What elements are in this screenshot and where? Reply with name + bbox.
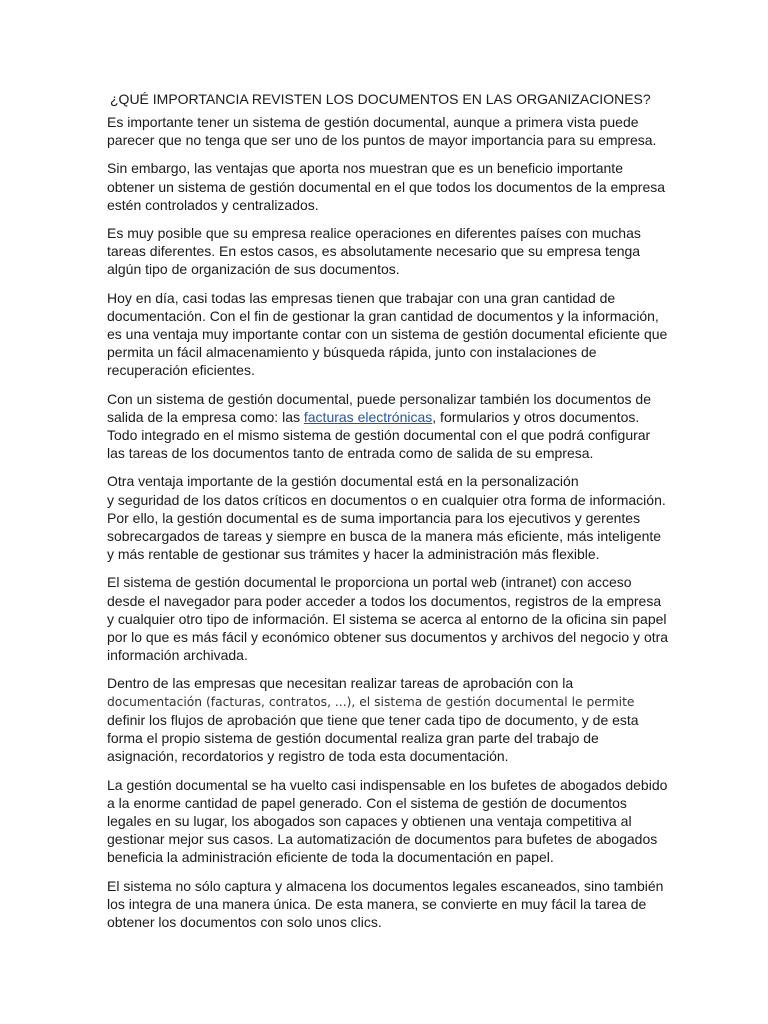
text-line: Dentro de las empresas que necesitan realizar tareas de aprobación con la xyxy=(107,675,574,692)
text-line: y seguridad de los datos críticos en documentos o en cualquier otra forma de información. xyxy=(107,491,666,508)
text-line: El sistema no sólo captura y almacena los documentos legales escaneados, sino también xyxy=(107,877,664,894)
text-line: por lo que es más fácil y económico obtener sus documentos y archivos del negocio y otra xyxy=(107,629,669,646)
text-line: Es muy posible que su empresa realice operaciones en diferentes países con muchas xyxy=(107,225,641,242)
text-line: El sistema de gestión documental le proporciona un portal web (intranet) con acceso xyxy=(107,574,632,591)
text-line: legales en su lugar, los abogados son capaces y obtienen una ventaja competitiva al xyxy=(107,812,632,829)
text-line: los integra de una manera única. De esta manera, se convierte en muy fácil la tarea de xyxy=(107,895,647,912)
paragraph-9 xyxy=(107,776,667,867)
document-title: ¿QUÉ IMPORTANCIA REVISTEN LOS DOCUMENTOS EN LAS ORGANIZACIONES? xyxy=(110,91,651,107)
text-line: permita un fácil almacenamiento y búsqueda rápida, junto con instalaciones de xyxy=(107,344,597,361)
paragraph-3 xyxy=(107,224,667,279)
text-segment: , formularios y otros documentos. xyxy=(432,408,640,425)
document-page xyxy=(107,90,667,941)
text-line: algún tipo de organización de sus documentos. xyxy=(107,261,400,278)
text-line: beneficia la administración eficiente de toda la documentación en papel. xyxy=(107,849,554,866)
paragraph-4 xyxy=(107,289,667,380)
text-line: Hoy en día, casi todas las empresas tienen que trabajar con una gran cantidad de xyxy=(107,289,616,306)
text-line: asignación, recordatorios y registro de toda esta documentación. xyxy=(107,748,509,765)
text-line: Es importante tener un sistema de gestión documental, aunque a primera vista puede xyxy=(107,114,639,130)
paragraph-5 xyxy=(107,390,667,463)
text-line: y cualquier otro tipo de información. El sistema se acerca al entorno de la oficina sin papel xyxy=(107,610,667,627)
text-line: definir los flujos de aprobación que tiene que tener cada tipo de documento, y de esta xyxy=(107,711,639,728)
text-segment: salida de la empresa como: las xyxy=(107,408,304,425)
text-line: Otra ventaja importante de la gestión documental está en la personalización xyxy=(107,473,579,490)
text-line: a la enorme cantidad de papel generado. Con el sistema de gestión de documentos xyxy=(107,794,627,811)
text-line: Sin embargo, las ventajas que aporta nos muestran que es un beneficio importante xyxy=(107,160,623,177)
paragraph-7 xyxy=(107,573,667,664)
text-line: estén controlados y centralizados. xyxy=(107,196,319,213)
text-line-with-link xyxy=(107,408,667,426)
text-line: y más rentable de gestionar sus trámites y hacer la administración más flexible. xyxy=(107,546,600,563)
text-line: sobrecargados de tareas y siempre en busca de la manera más eficiente, más inteligente xyxy=(107,528,662,545)
text-line: Con un sistema de gestión documental, puede personalizar también los documentos de xyxy=(107,390,651,407)
paragraph-8 xyxy=(107,674,667,765)
text-line: es una ventaja muy importante contar con un sistema de gestión documental eficiente que xyxy=(107,326,668,343)
text-line: información archivada. xyxy=(107,647,248,664)
text-line: obtener un sistema de gestión documental en el que todos los documentos de la empresa xyxy=(107,178,666,195)
paragraph-10 xyxy=(107,877,667,932)
paragraph-6 xyxy=(107,472,667,563)
text-line: gestionar mejor sus casos. La automatización de documentos para bufetes de abogados xyxy=(107,831,658,848)
text-line: Por ello, la gestión documental es de suma importancia para los ejecutivos y gerentes xyxy=(107,509,641,526)
text-line: La gestión documental se ha vuelto casi indispensable en los bufetes de abogados debido xyxy=(107,776,668,793)
text-line: tareas diferentes. En estos casos, es absolutamente necesario que su empresa tenga xyxy=(107,243,641,260)
text-line: forma el propio sistema de gestión documental realiza gran parte del trabajo de xyxy=(107,730,599,747)
text-line: recuperación eficientes. xyxy=(107,362,255,379)
text-line: documentación. Con el fin de gestionar la gran cantidad de documentos y la información, xyxy=(107,307,659,324)
paragraph-2 xyxy=(107,159,667,214)
text-line: desde el navegador para poder acceder a todos los documentos, registros de la empresa xyxy=(107,592,662,609)
text-line: Todo integrado en el mismo sistema de gestión documental con el que podrá configurar xyxy=(107,427,651,444)
text-line: obtener los documentos con solo unos clics. xyxy=(107,913,382,930)
text-line-alt-font: documentación (facturas, contratos, ...), el sistema de gestión documental le permite xyxy=(107,694,635,709)
paragraph-1 xyxy=(107,113,667,149)
facturas-electronicas-link[interactable]: facturas electrónicas xyxy=(303,408,433,425)
text-line: las tareas de los documentos tanto de entrada como de salida de su empresa. xyxy=(107,445,594,462)
text-line: parecer que no tenga que ser uno de los puntos de mayor importancia para su empresa. xyxy=(107,132,657,149)
